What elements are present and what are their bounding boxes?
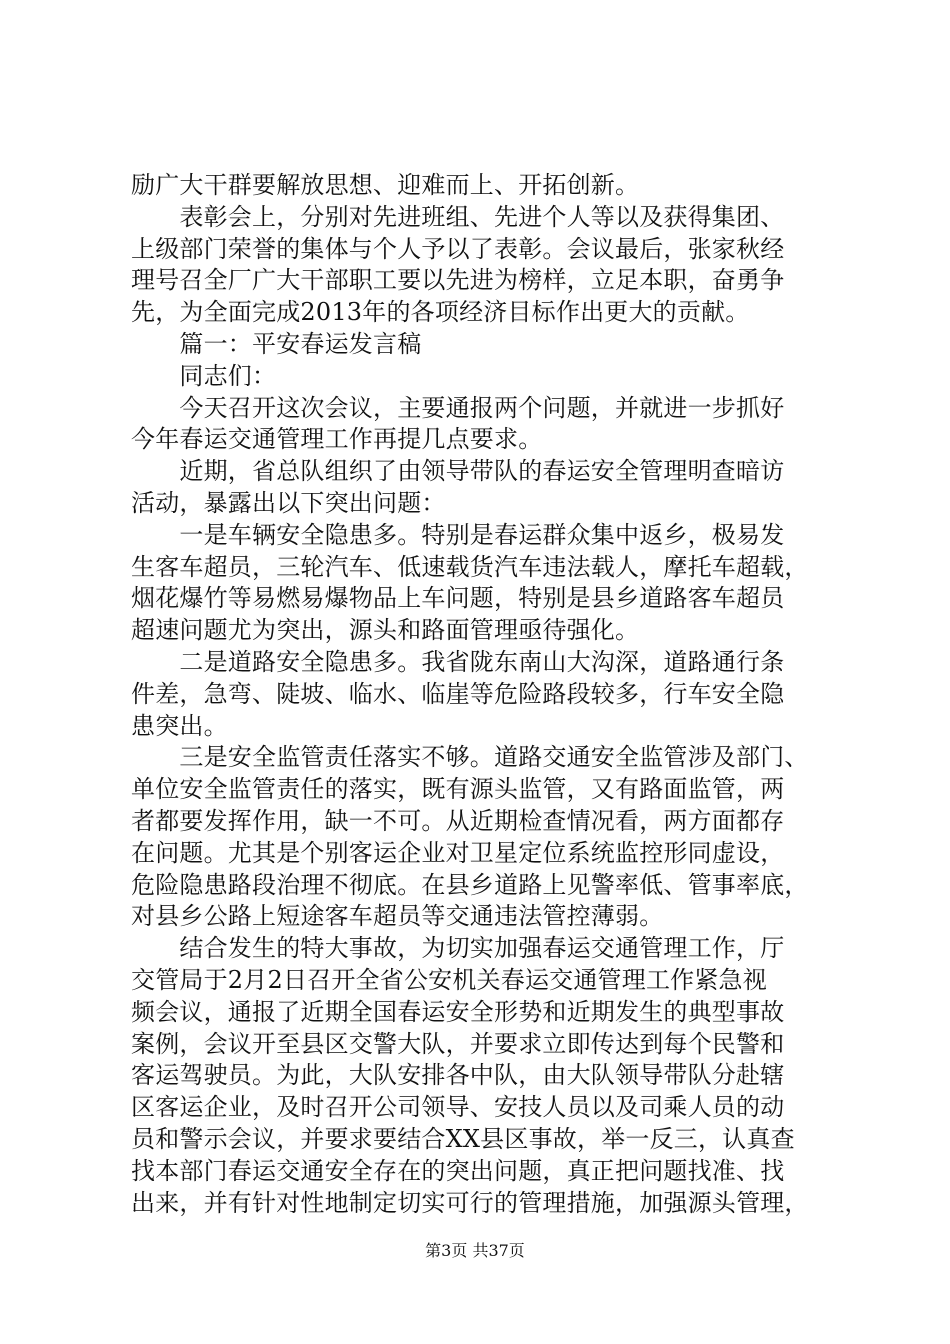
text-line: 同志们：	[131, 361, 277, 390]
text-line: 件差，急弯、陡坡、临水、临崖等危险路段较多，行车安全隐	[131, 679, 785, 708]
text-line: 近期，省总队组织了由领导带队的春运安全管理明查暗访	[131, 457, 785, 486]
text-line: 三是安全监管责任落实不够。道路交通安全监管涉及部门、	[131, 743, 809, 772]
text-line: 表彰会上，分别对先进班组、先进个人等以及获得集团、	[131, 202, 785, 231]
text-line: 励广大干群要解放思想、迎难而上、开拓创新。	[131, 171, 640, 199]
text-line: 者都要发挥作用，缺一不可。从近期检查情况看，两方面都存	[131, 806, 785, 835]
text-line: 案例，会议开至县区交警大队，并要求立即传达到每个民警和	[131, 1029, 785, 1058]
text-line: 员和警示会议，并要求要结合XX县区事故，举一反三，认真查	[131, 1124, 795, 1153]
text-line: 烟花爆竹等易燃易爆物品上车问题，特别是县乡道路客车超员	[131, 584, 785, 613]
text-line: 一是车辆安全隐患多。特别是春运群众集中返乡，极易发	[131, 520, 785, 549]
text-line: 出来，并有针对性地制定切实可行的管理措施，加强源头管理，	[131, 1188, 809, 1217]
text-line: 频会议，通报了近期全国春运安全形势和近期发生的典型事故	[131, 997, 785, 1026]
text-line: 活动，暴露出以下突出问题：	[131, 488, 446, 517]
text-line: 先，为全面完成2013年的各项经济目标作出更大的贡献。	[131, 298, 750, 327]
text-line: 理号召全厂广大干部职工要以先进为榜样，立足本职，奋勇争	[131, 266, 785, 295]
document-body	[131, 170, 831, 1219]
text-line: 患突出。	[131, 711, 228, 740]
text-line: 结合发生的特大事故，为切实加强春运交通管理工作，厅	[131, 934, 785, 963]
text-line: 客运驾驶员。为此，大队安排各中队，由大队领导带队分赴辖	[131, 1061, 785, 1090]
text-line: 上级部门荣誉的集体与个人予以了表彰。会议最后，张家秋经	[131, 234, 785, 263]
text-line: 对县乡公路上短途客车超员等交通违法管控薄弱。	[131, 902, 664, 931]
text-line: 生客车超员，三轮汽车、低速载货汽车违法载人，摩托车超载，	[131, 552, 809, 581]
text-line: 单位安全监管责任的落实，既有源头监管，又有路面监管，两	[131, 775, 785, 804]
text-line: 今年春运交通管理工作再提几点要求。	[131, 425, 543, 454]
text-line: 交管局于2月2日召开全省公安机关春运交通管理工作紧急视	[131, 965, 767, 994]
text-line: 区客运企业，及时召开公司领导、安技人员以及司乘人员的动	[131, 1093, 785, 1122]
text-line: 超速问题尤为突出，源头和路面管理亟待强化。	[131, 616, 640, 645]
text-line: 篇一：平安春运发言稿	[131, 329, 422, 358]
text-line: 危险隐患路段治理不彻底。在县乡道路上见警率低、管事率底，	[131, 870, 809, 899]
page-footer: 第3页 共37页	[425, 1241, 525, 1260]
text-line: 今天召开这次会议，主要通报两个问题，并就进一步抓好	[131, 393, 785, 422]
text-line: 找本部门春运交通安全存在的突出问题，真正把问题找准、找	[131, 1156, 785, 1185]
text-line: 二是道路安全隐患多。我省陇东南山大沟深，道路通行条	[131, 647, 785, 676]
text-line: 在问题。尤其是个别客运企业对卫星定位系统监控形同虚设，	[131, 838, 785, 867]
